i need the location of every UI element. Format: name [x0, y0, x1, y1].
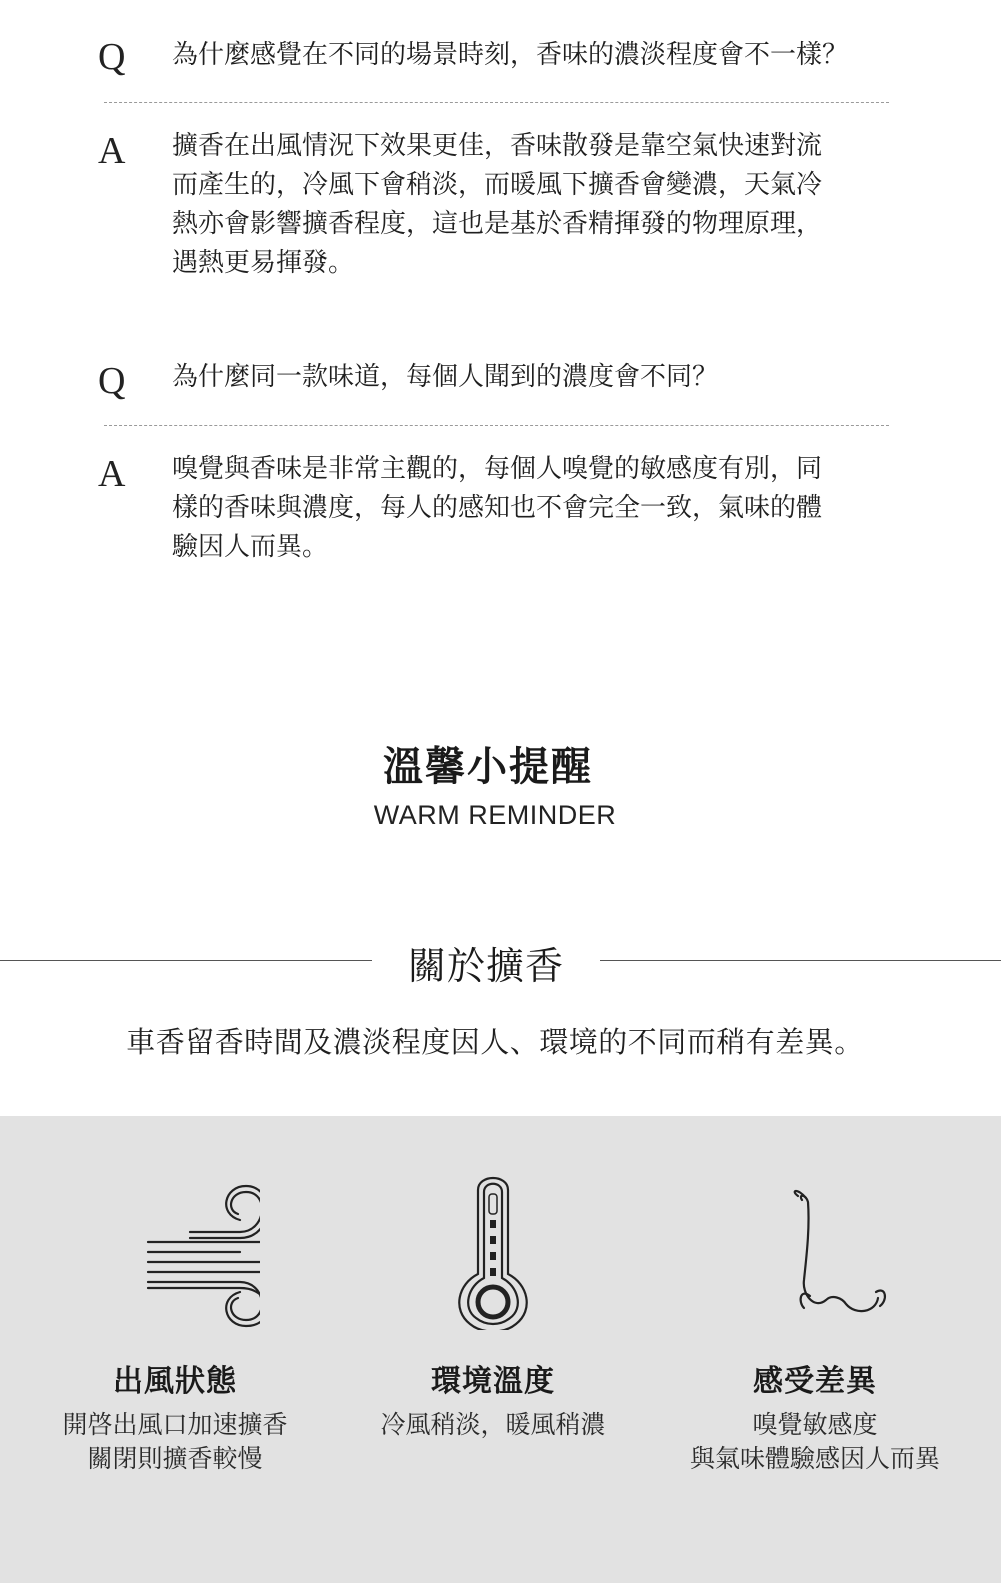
section-title: 關於擴香 [407, 944, 564, 988]
card-description [10, 1408, 340, 1476]
answer-text [172, 450, 872, 567]
question-letter: Q [98, 36, 126, 78]
dashed-divider [104, 102, 889, 103]
question-letter: Q [98, 360, 126, 402]
answer-line: 而產生的，冷風下會稍淡，而暖風下擴香會變濃，天氣冷 [172, 170, 823, 200]
card-desc-line: 冷風稍淡，暖風稍濃 [380, 1410, 606, 1439]
question-text: 為什麼感覺在不同的場景時刻，香味的濃淡程度會不一樣？ [172, 40, 849, 70]
answer-line: 樣的香味與濃度，每人的感知也不會完全一致，氣味的體 [172, 493, 823, 523]
answer-line: 擴香在出風情況下效果更佳，香味散發是靠空氣快速對流 [172, 131, 823, 161]
card-title: 感受差異 [753, 1364, 877, 1399]
nose-icon [730, 1170, 900, 1330]
card-desc-line: 開啓出風口加速擴香 [62, 1410, 288, 1439]
answer-line: 嗅覺與香味是非常主觀的，每個人嗅覺的敏感度有別，同 [172, 454, 823, 484]
answer-line: 熱亦會影響擴香程度，這也是基於香精揮發的物理原理， [172, 209, 823, 239]
card-airflow [10, 1170, 340, 1473]
answer-line: 遇熱更易揮發。 [172, 248, 355, 278]
thermometer-icon [408, 1170, 578, 1330]
answer-letter: A [98, 453, 126, 495]
card-desc-line: 嗅覺敏感度 [752, 1410, 878, 1439]
dashed-divider [104, 425, 889, 426]
card-temperature [328, 1170, 658, 1439]
question-text: 為什麼同一款味道，每個人聞到的濃度會不同？ [172, 362, 719, 392]
card-title: 出風狀態 [113, 1364, 237, 1399]
reminder-title: 溫馨小提醒 [383, 744, 593, 790]
card-description [328, 1408, 658, 1442]
card-title: 環境溫度 [431, 1364, 555, 1399]
section-intro: 車香留香時間及濃淡程度因人、環境的不同而稍有差異。 [126, 1025, 864, 1059]
answer-letter: A [98, 130, 126, 172]
card-perception [650, 1170, 980, 1473]
answer-line: 驗因人而異。 [172, 532, 329, 562]
answer-text [172, 127, 872, 283]
right-rule [600, 960, 1001, 961]
reminder-subtitle: WARM REMINDER [373, 800, 617, 830]
card-desc-line: 關閉則擴香較慢 [87, 1444, 263, 1473]
card-desc-line: 與氣味體驗感因人而異 [689, 1444, 940, 1473]
card-description [650, 1408, 980, 1476]
wind-icon [90, 1170, 260, 1330]
